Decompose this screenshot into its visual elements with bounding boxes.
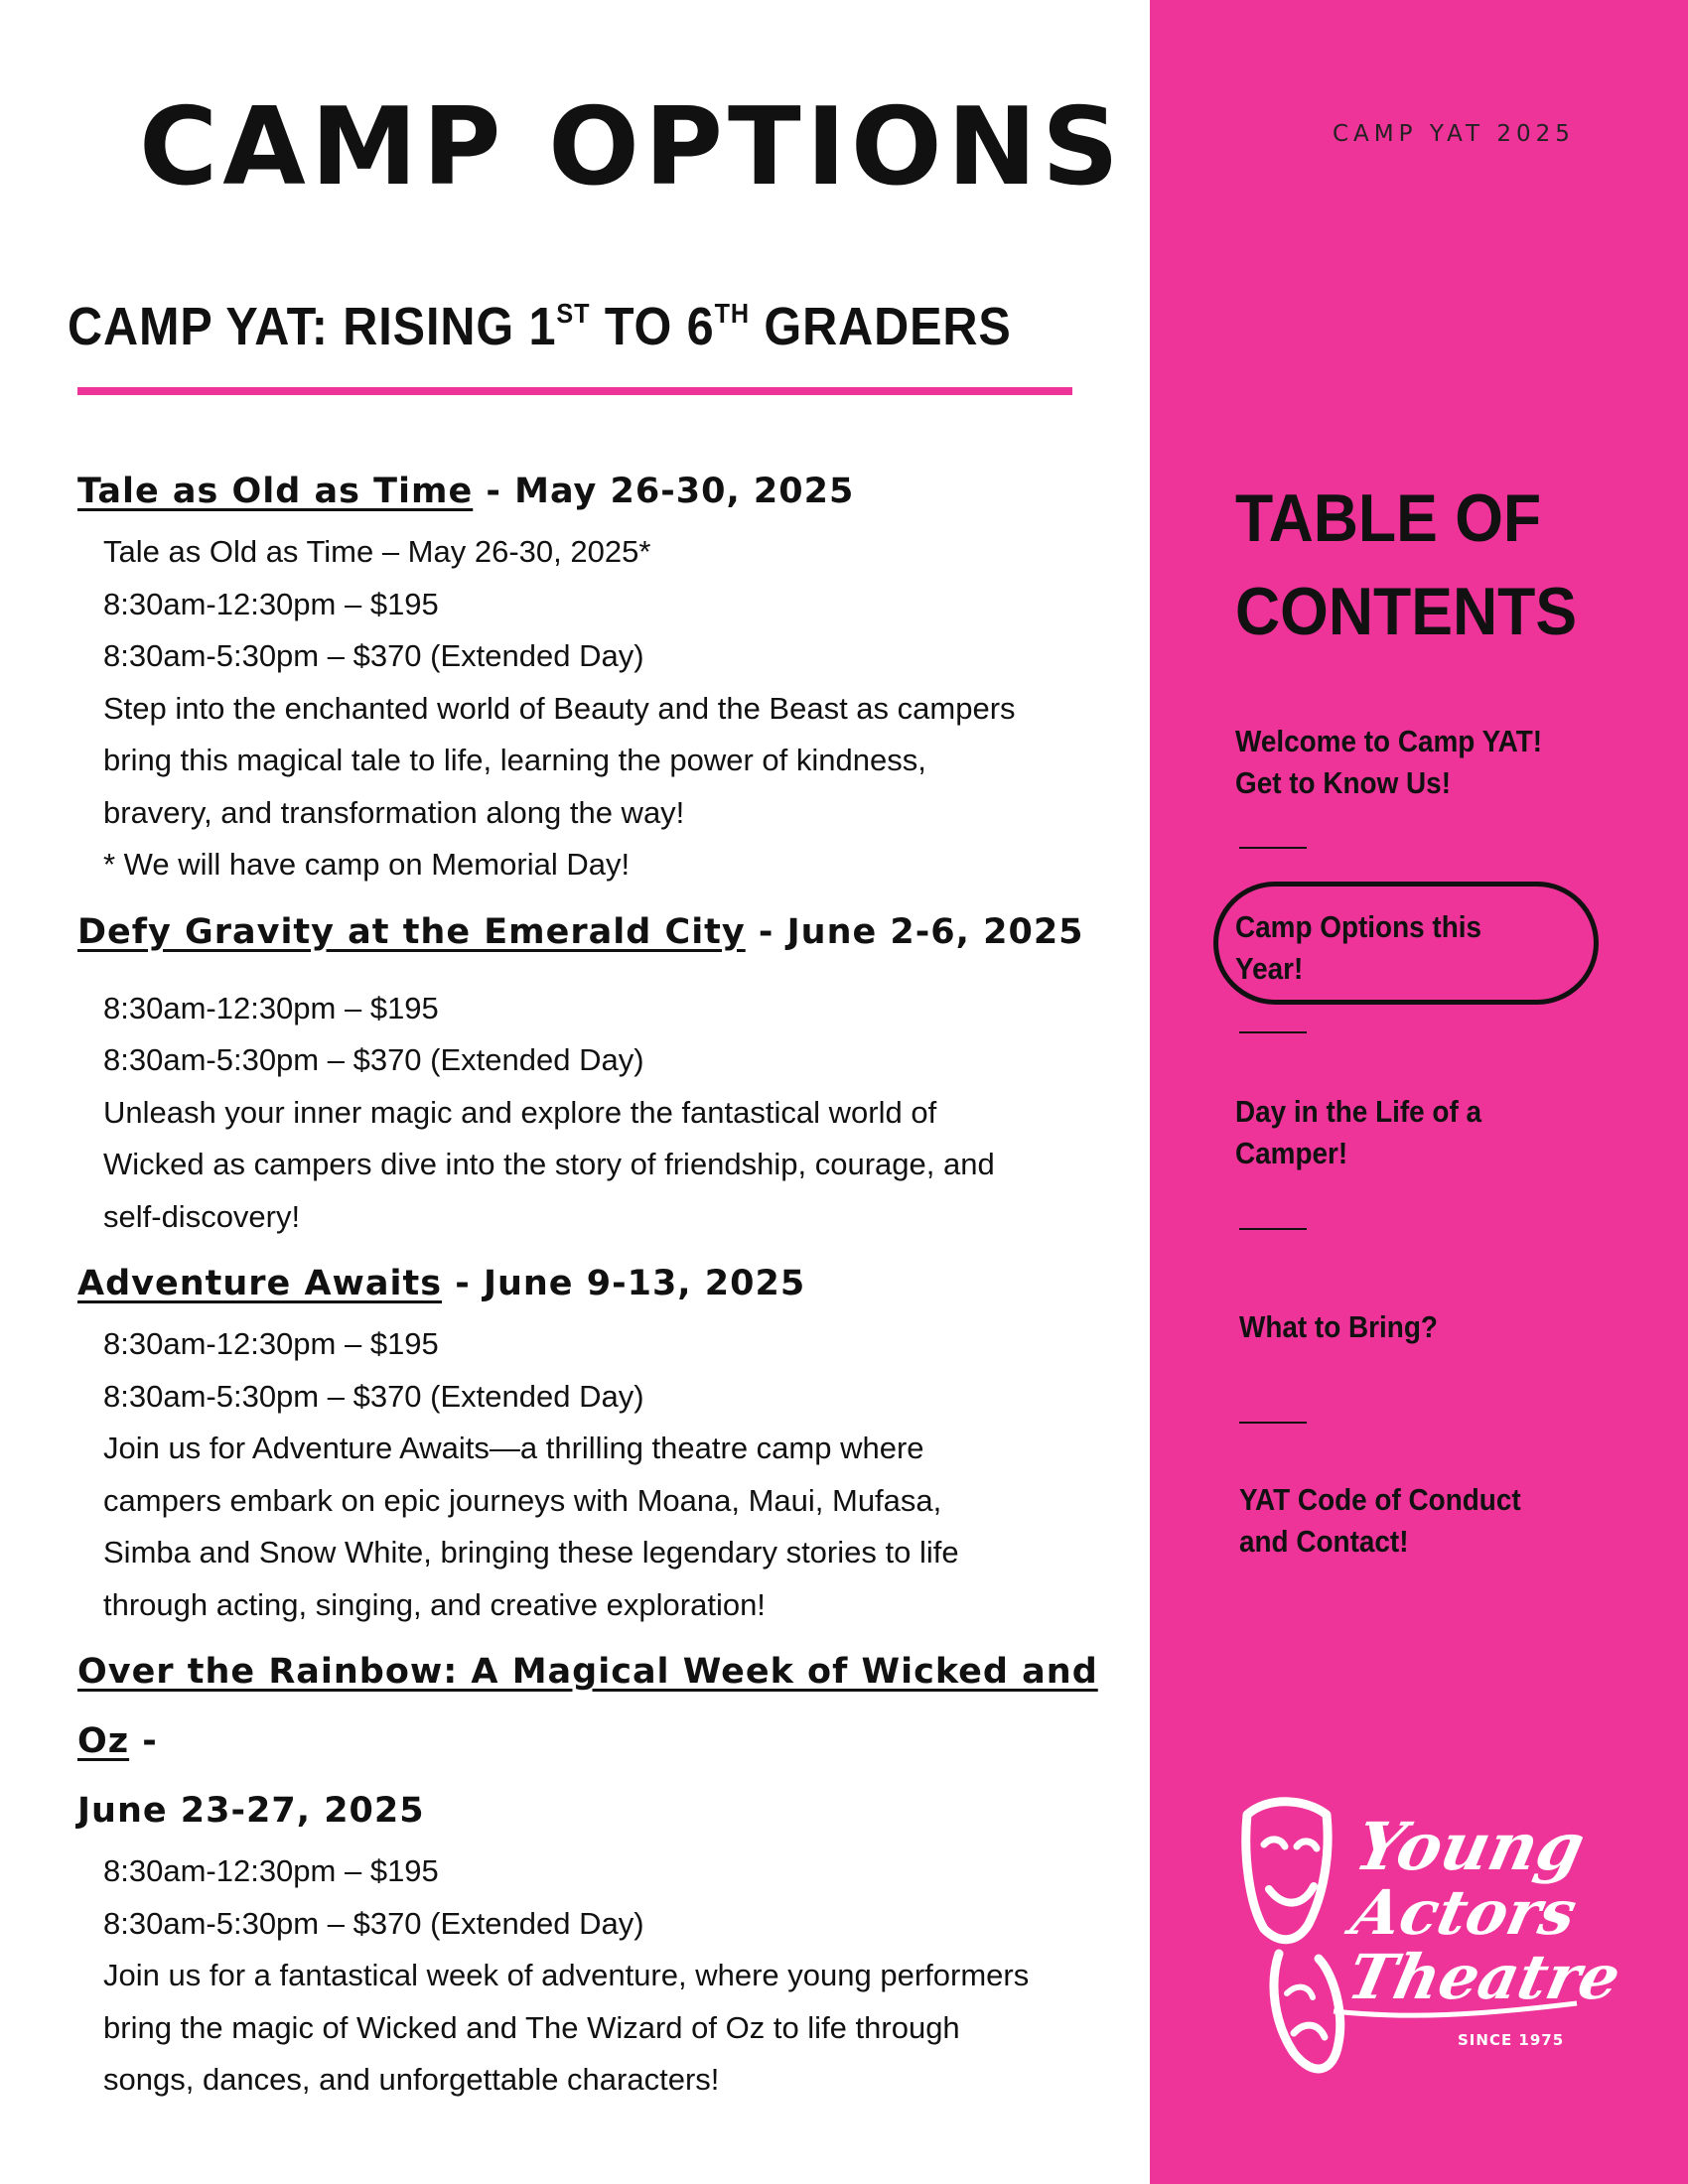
toc-item-label: Camp Options this: [1235, 909, 1482, 944]
camp-description-line: Unleash your inner magic and explore the fantastical world of: [103, 1094, 937, 1130]
camp-description-line: campers embark on epic journeys with Moana, Maui, Mufasa,: [103, 1482, 942, 1518]
camp-entry: [77, 1249, 1110, 1631]
camp-description-line: bring this magical tale to life, learning the power of kindness,: [103, 743, 926, 777]
toc-item-label: and Contact!: [1239, 1524, 1409, 1559]
brand-label: CAMP YAT 2025: [1333, 121, 1575, 147]
toc-title: [1235, 472, 1577, 658]
camp-price-full-day: 8:30am-5:30pm – $370 (Extended Day): [103, 638, 644, 673]
toc-title-line: TABLE OF: [1235, 480, 1542, 556]
page-title: CAMP OPTIONS: [139, 85, 1124, 209]
camp-price-half-day: 8:30am-12:30pm – $195: [103, 990, 439, 1025]
toc-divider: [1239, 847, 1307, 849]
camp-dates: -: [129, 1721, 158, 1761]
camp-price-half-day: 8:30am-12:30pm – $195: [103, 1326, 439, 1361]
camp-heading: [77, 1637, 1110, 1776]
toc-title-line: CONTENTS: [1235, 574, 1578, 649]
camp-entry: [77, 1637, 1110, 2107]
camp-description-line: self-discovery!: [103, 1198, 301, 1234]
logo-word: Young: [1348, 1807, 1592, 1885]
subtitle-text-3: GRADERS: [749, 297, 1012, 356]
spacer: [77, 967, 1110, 983]
camp-dates: - May 26-30, 2025: [473, 472, 855, 511]
section-subtitle: [68, 297, 1012, 356]
camp-note: * We will have camp on Memorial Day!: [103, 847, 631, 882]
toc-item-label: Get to Know Us!: [1235, 765, 1451, 800]
camp-dates: - June 2-6, 2025: [745, 911, 1084, 952]
camp-price-full-day: 8:30am-5:30pm – $370 (Extended Day): [103, 1378, 644, 1414]
subtitle-text-2: TO 6: [590, 297, 715, 356]
camp-description-line: bravery, and transformation along the way!: [103, 794, 685, 830]
toc-item-what-to-bring[interactable]: [1239, 1306, 1579, 1348]
logo-word: Theatre: [1341, 1940, 1627, 2013]
camp-description-line: Wicked as campers dive into the story of friendship, courage, and: [103, 1147, 995, 1181]
camp-dates: - June 9-13, 2025: [442, 1264, 806, 1303]
toc-item-code-of-conduct[interactable]: [1239, 1479, 1579, 1563]
yat-logo: [1239, 1795, 1627, 2083]
camp-description-line: through acting, singing, and creative exploration!: [103, 1586, 766, 1622]
pink-divider: [77, 387, 1072, 395]
subtitle-text-1: CAMP YAT: RISING 1: [68, 297, 557, 356]
camp-name: Over the Rainbow: A Magical Week of Wicked and Oz: [77, 1652, 1098, 1761]
subtitle-sup-2: TH: [714, 298, 750, 329]
camp-list: [77, 457, 1110, 2113]
camp-heading: [77, 897, 1110, 967]
camp-price-half-day: 8:30am-12:30pm – $195: [103, 586, 439, 621]
camp-dates-continued: June 23-27, 2025: [77, 1791, 425, 1831]
toc-divider: [1239, 1031, 1307, 1033]
toc-divider: [1239, 1228, 1307, 1230]
camp-description-line: bring the magic of Wicked and The Wizard of Oz to life through: [103, 2009, 960, 2045]
logo-since: SINCE 1975: [1458, 2031, 1565, 2049]
camp-description-line: Join us for Adventure Awaits—a thrilling theatre camp where: [103, 1431, 924, 1465]
camp-price-full-day: 8:30am-5:30pm – $370 (Extended Day): [103, 1042, 644, 1077]
theatre-masks-icon: [1246, 1802, 1340, 2069]
camp-description-line: Join us for a fantastical week of adventure, where young performers: [103, 1958, 1030, 1992]
camp-entry: [77, 897, 1110, 1244]
camp-name: Adventure Awaits: [77, 1264, 443, 1303]
camp-heading: [77, 1249, 1110, 1318]
toc-item-label: Day in the Life of a: [1235, 1094, 1482, 1129]
logo-word: Actors: [1345, 1875, 1584, 1949]
toc-item-label: What to Bring?: [1239, 1309, 1438, 1344]
camp-price-half-day: 8:30am-12:30pm – $195: [103, 1853, 439, 1888]
camp-description-line: Step into the enchanted world of Beauty and the Beast as campers: [103, 690, 1016, 726]
toc-item-label: Camper!: [1235, 1136, 1348, 1170]
toc-item-day-in-life[interactable]: [1235, 1091, 1575, 1174]
toc-item-camp-options[interactable]: [1235, 906, 1575, 990]
camp-name: Tale as Old as Time: [77, 472, 474, 511]
camp-price-full-day: 8:30am-5:30pm – $370 (Extended Day): [103, 1905, 644, 1941]
toc-item-label: YAT Code of Conduct: [1239, 1482, 1521, 1517]
camp-description-line: songs, dances, and unforgettable characters!: [103, 2062, 720, 2097]
toc-item-label: Year!: [1235, 951, 1304, 986]
camp-name: Defy Gravity at the Emerald City: [77, 911, 746, 952]
camp-heading: [77, 457, 1110, 526]
toc-item-label: Welcome to Camp YAT!: [1235, 724, 1543, 758]
subtitle-sup-1: ST: [556, 298, 591, 329]
toc-item-welcome[interactable]: [1235, 721, 1575, 804]
camp-description-line: Simba and Snow White, bringing these legendary stories to life: [103, 1535, 959, 1570]
camp-detail-line: Tale as Old as Time – May 26-30, 2025*: [103, 534, 651, 569]
camp-entry: [77, 457, 1110, 891]
toc-divider: [1239, 1422, 1307, 1424]
